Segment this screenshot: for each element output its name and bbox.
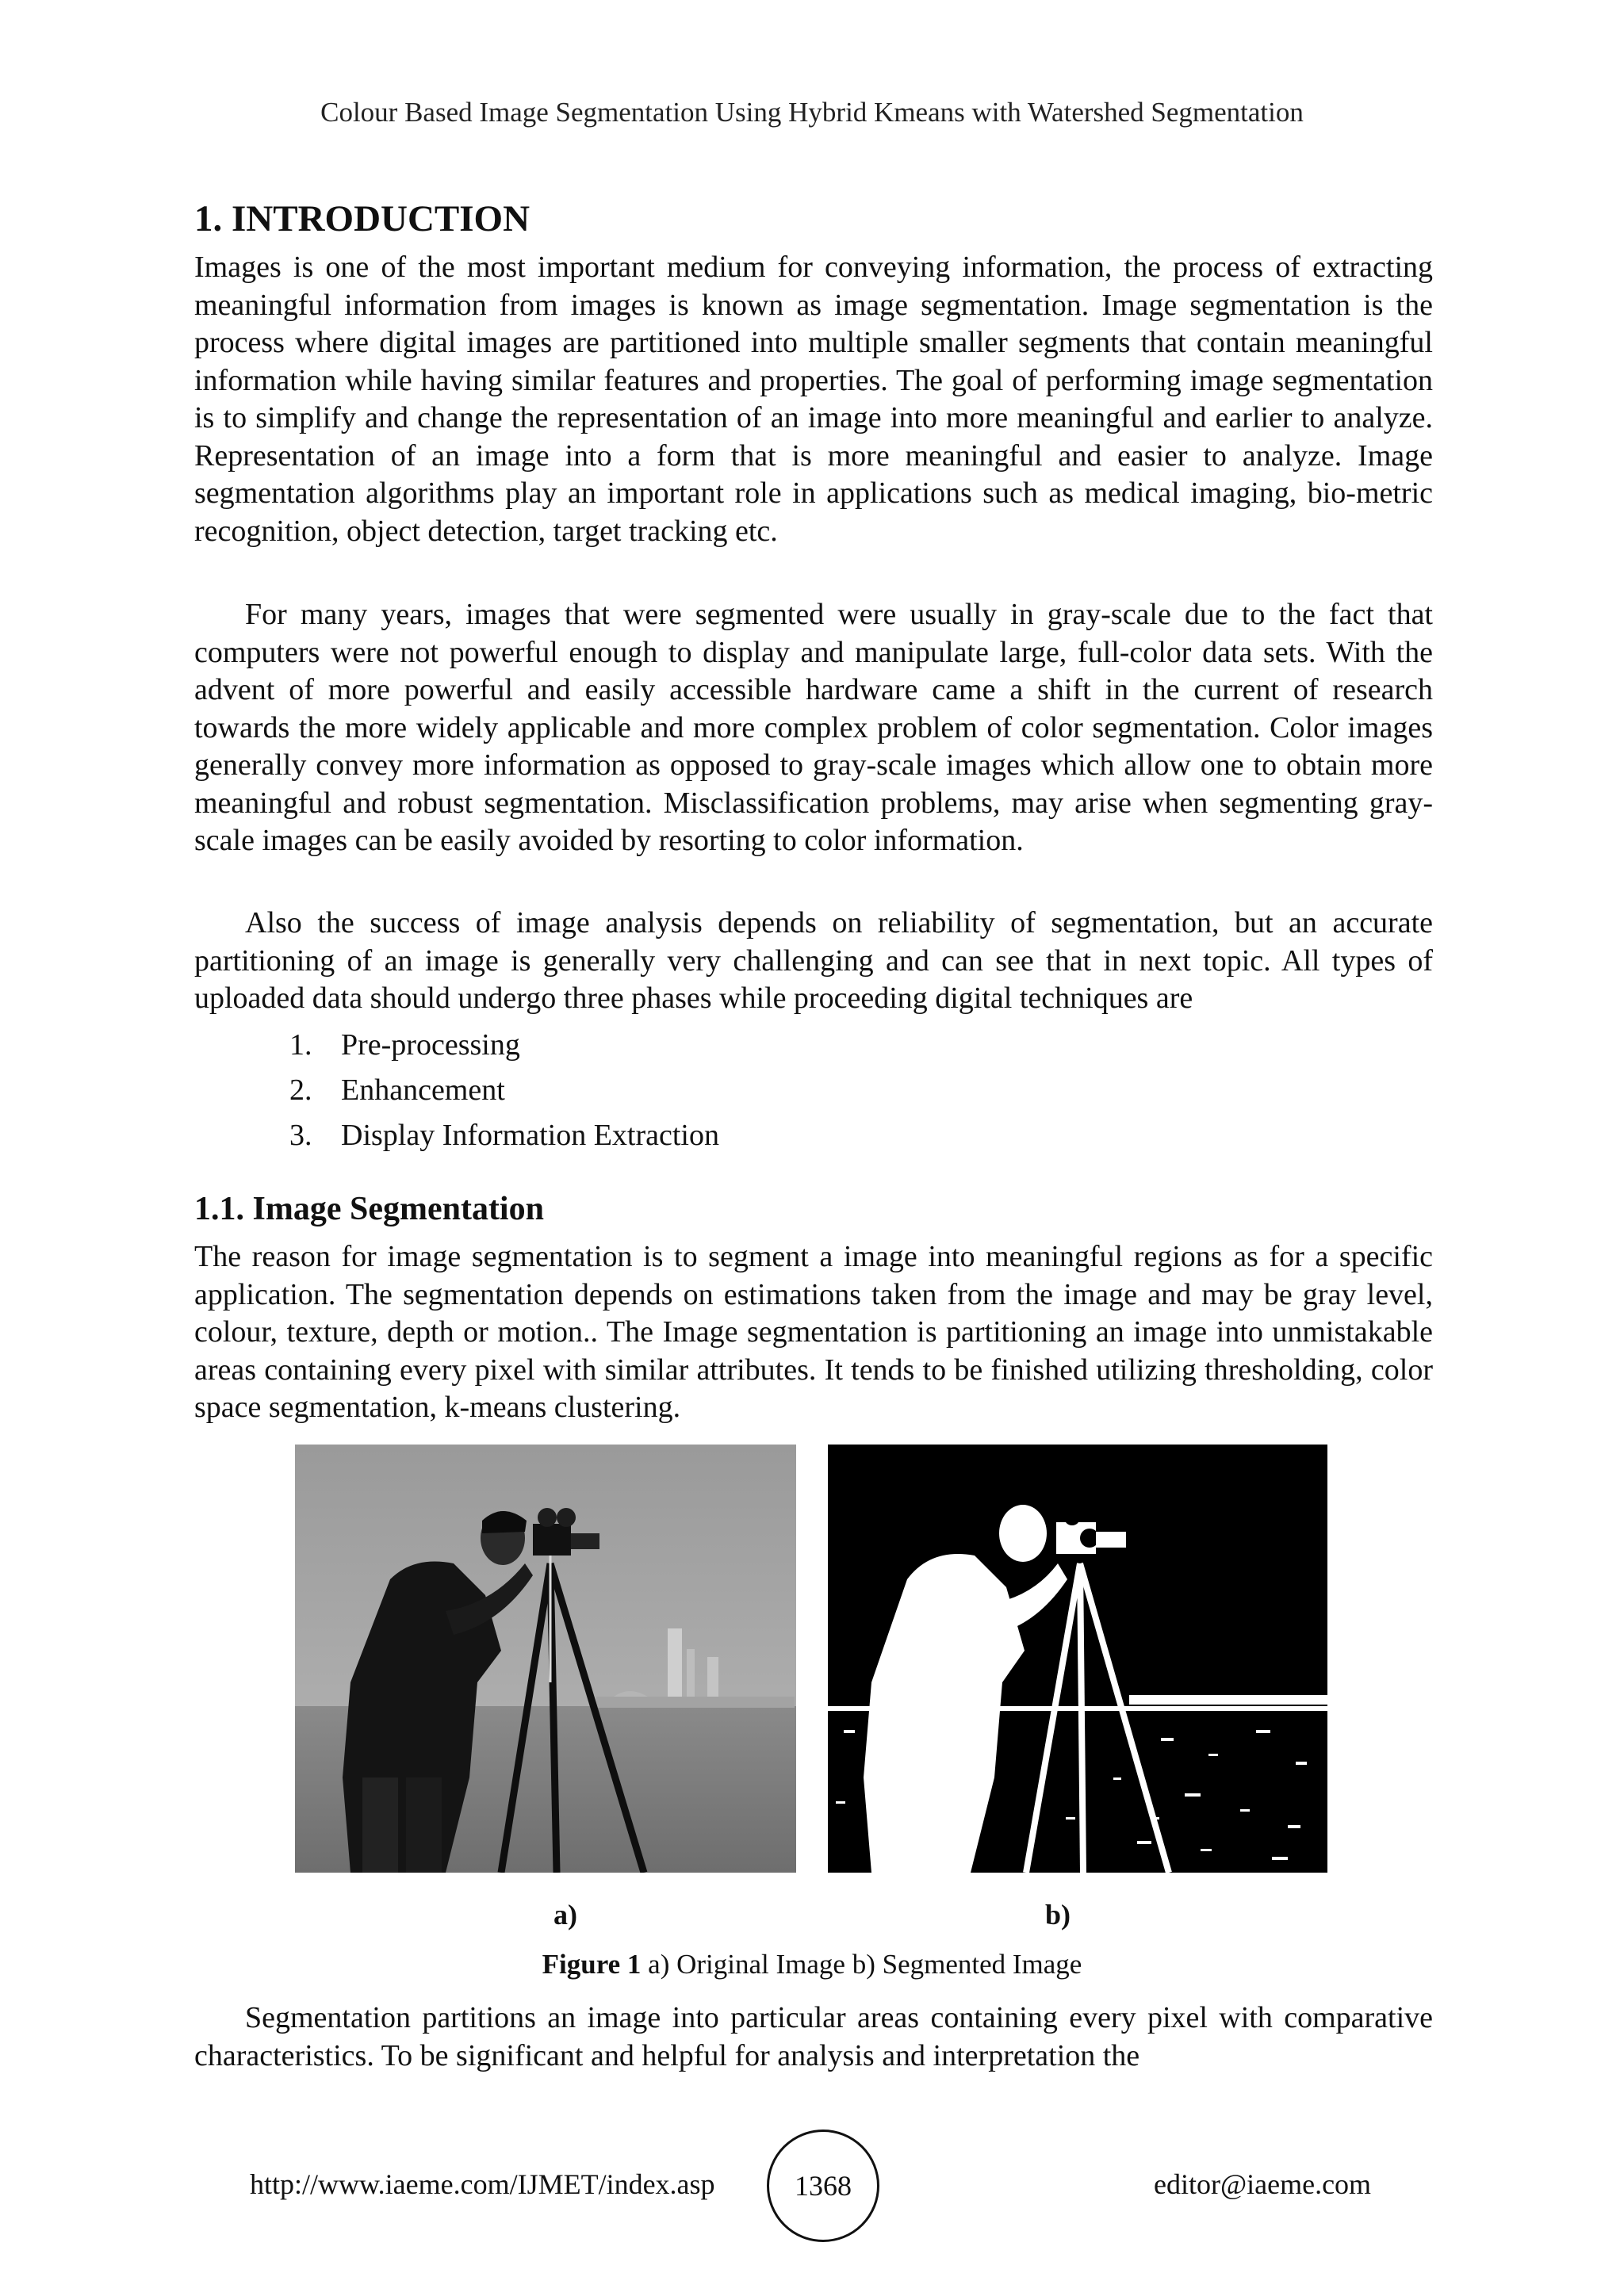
figure-caption <box>0 1949 1624 1980</box>
figure-caption-text: a) Original Image b) Segmented Image <box>641 1949 1082 1980</box>
figure-label-b: b) <box>1045 1899 1071 1931</box>
intro-paragraph-3: Also the success of image analysis depends on reliability of segmentation, but an accurate partitioning of an image is generally very challenging and can see that in next topic. All types of uploaded data should undergo three phases while proceeding digital techniques are <box>194 906 1433 1015</box>
segmentation-paragraph: The reason for image segmentation is to segment a image into meaningful regions as for a specific application. The segmentation depends on estimations taken from the image and may be gray level, colour, texture, depth or motion.. The Image segmentation is partitioning an image into unmistakable areas containing every pixel with similar attributes. It tends to be finished utilizing thresholding, color space segmentation, k-means clustering. <box>194 1240 1433 1424</box>
footer-email: editor@iaeme.com <box>1154 2168 1372 2200</box>
page-number: 1368 <box>767 2130 879 2242</box>
closing-paragraph: Segmentation partitions an image into particular areas containing every pixel with comparative characteristics. To be significant and helpful for analysis and interpretation the <box>194 2001 1433 2072</box>
phases-list <box>289 1023 719 1158</box>
subsection-title: 1.1. Image Segmentation <box>194 1191 544 1227</box>
running-header: Colour Based Image Segmentation Using Hybrid Kmeans with Watershed Segmentation <box>320 97 1304 128</box>
figure-caption-label: Figure 1 <box>542 1949 642 1980</box>
section-title: 1. INTRODUCTION <box>194 198 530 239</box>
figure-label-a: a) <box>553 1899 577 1931</box>
footer-url: http://www.iaeme.com/IJMET/index.asp <box>250 2168 715 2200</box>
list-item: 3. Display Information Extraction <box>289 1119 719 1152</box>
list-item: 1. Pre-processing <box>289 1028 520 1062</box>
figure-segmented-image <box>828 1445 1327 1873</box>
list-item: 2. Enhancement <box>289 1073 505 1107</box>
figure-original-image <box>295 1445 796 1873</box>
intro-paragraph-1: Images is one of the most important medium for conveying information, the process of extracting meaningful information from images is known as image segmentation. Image segmentation is the process where digital images are partitioned into multiple smaller segments that contain meaningful information while having similar features and properties. The goal of performing image segmentation is to simplify and change the representation of an image into more meaningful and earlier to analyze. Representation of an image into a form that is more meaningful and easier to analyze. Image segmentation algorithms play an important role in applications such as medical imaging, bio-metric recognition, object detection, target tracking etc. <box>194 251 1433 548</box>
intro-paragraph-2: For many years, images that were segmented were usually in gray-scale due to the fact that computers were not powerful enough to display and manipulate large, full-color data sets. With the advent of more powerful and easily accessible hardware came a shift in the current of research towards the more widely applicable and more complex problem of color segmentation. Color images generally convey more information as opposed to gray-scale images which allow one to obtain more meaningful and robust segmentation. Misclassification problems, may arise when segmenting gray-scale images can be easily avoided by resorting to color information. <box>194 598 1433 857</box>
